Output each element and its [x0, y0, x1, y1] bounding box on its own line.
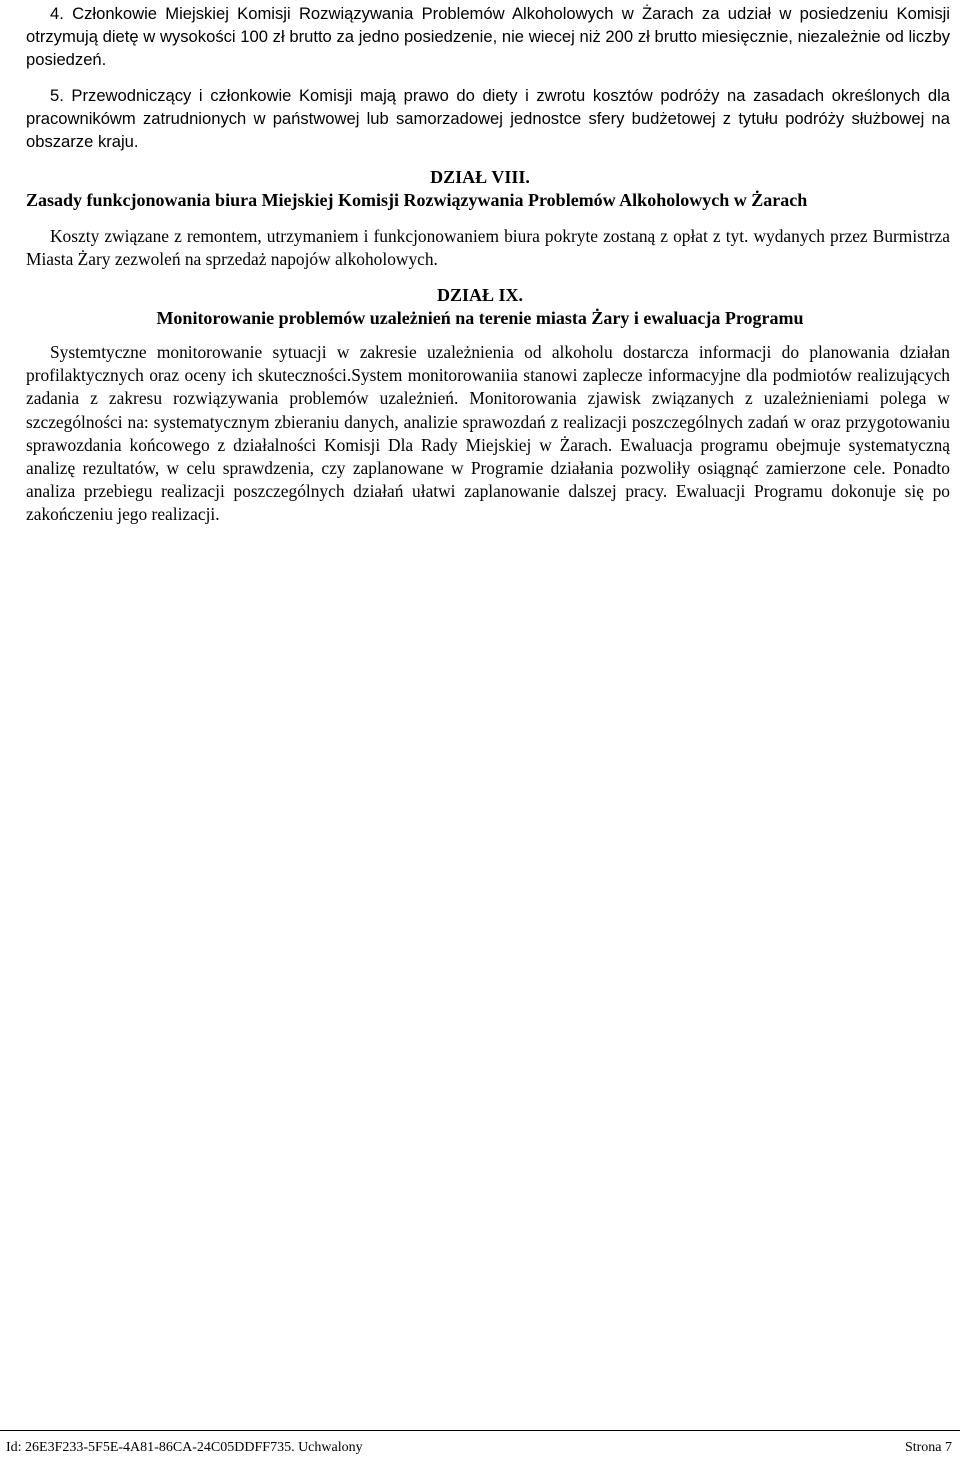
section-8-number: DZIAŁ VIII. [430, 167, 530, 187]
section-8-title: Zasady funkcjonowania biura Miejskiej Komisji Rozwiązywania Problemów Alkoholowych w Żarach [26, 190, 808, 210]
paragraph-5: 5. Przewodniczący i członkowie Komisji mają prawo do diety i zwrotu kosztów podróży na zasadach określonych dla pracownikówm zatrudnionych w państwowej lub samorzadowej jednostce sfery budżetowej z tytułu podróży służbowej na obszarze kraju. [26, 86, 950, 152]
section-9-title: Monitorowanie problemów uzależnień na terenie miasta Żary i ewaluacja Programu [156, 308, 804, 328]
footer-divider [0, 1430, 960, 1431]
section-9-body: Systemtyczne monitorowanie sytuacji w zakresie uzależnienia od alkoholu dostarcza informacji do planowania działan profilaktycznych oraz oceny ich skuteczności.System monitorowaniia stanowi zaplecze informacyjne dla podmiotów realizujących zadania z zakresu rozwiązywania problemów uzależnień. Monitorowania zjawisk związanych z uzależnieniami polega w szczególności na: systematycznym zbieraniu danych, analizie sprawozdań z realizacji poszczególnych zadań w oraz przygotowaniu sprawozdania końcowego z działalności Komisji Dla Rady Miejskiej w Żarach. Ewaluacja programu obejmuje systematyczną analizę rezultatów, w celu sprawdzenia, czy zaplanowane w Programie działania pozwoliły osiągnąć zamierzone cele. Ponadto analiza przebiegu realizacji poszczególnych działań ułatwi zaplanowanie dalszej pracy. Ewaluacji Programu dokonuje się po zakończeniu jego realizacji. [26, 342, 950, 525]
section-9-number: DZIAŁ IX. [436, 285, 524, 305]
paragraph-4: 4. Członkowie Miejskiej Komisji Rozwiązywania Problemów Alkoholowych w Żarach za udział w posiedzeniu Komisji otrzymują dietę w wysokości 100 zł brutto za jedno posiedzenie, nie wiecej niż 200 zł brutto miesięcznie, niezależnie od liczby posiedzeń. [26, 4, 950, 70]
footer-page-number: Strona 7 [904, 1440, 952, 1455]
section-8-body: Koszty związane z remontem, utrzymaniem i funkcjonowaniem biura pokryte zostaną z opłat z tyt. wydanych przez Burmistrza Miasta Żary zezwoleń na sprzedaż napojów alkoholowych. [26, 226, 950, 270]
footer-document-id: Id: 26E3F233-5F5E-4A81-86CA-24C05DDFF735. Uchwalony [6, 1440, 363, 1455]
